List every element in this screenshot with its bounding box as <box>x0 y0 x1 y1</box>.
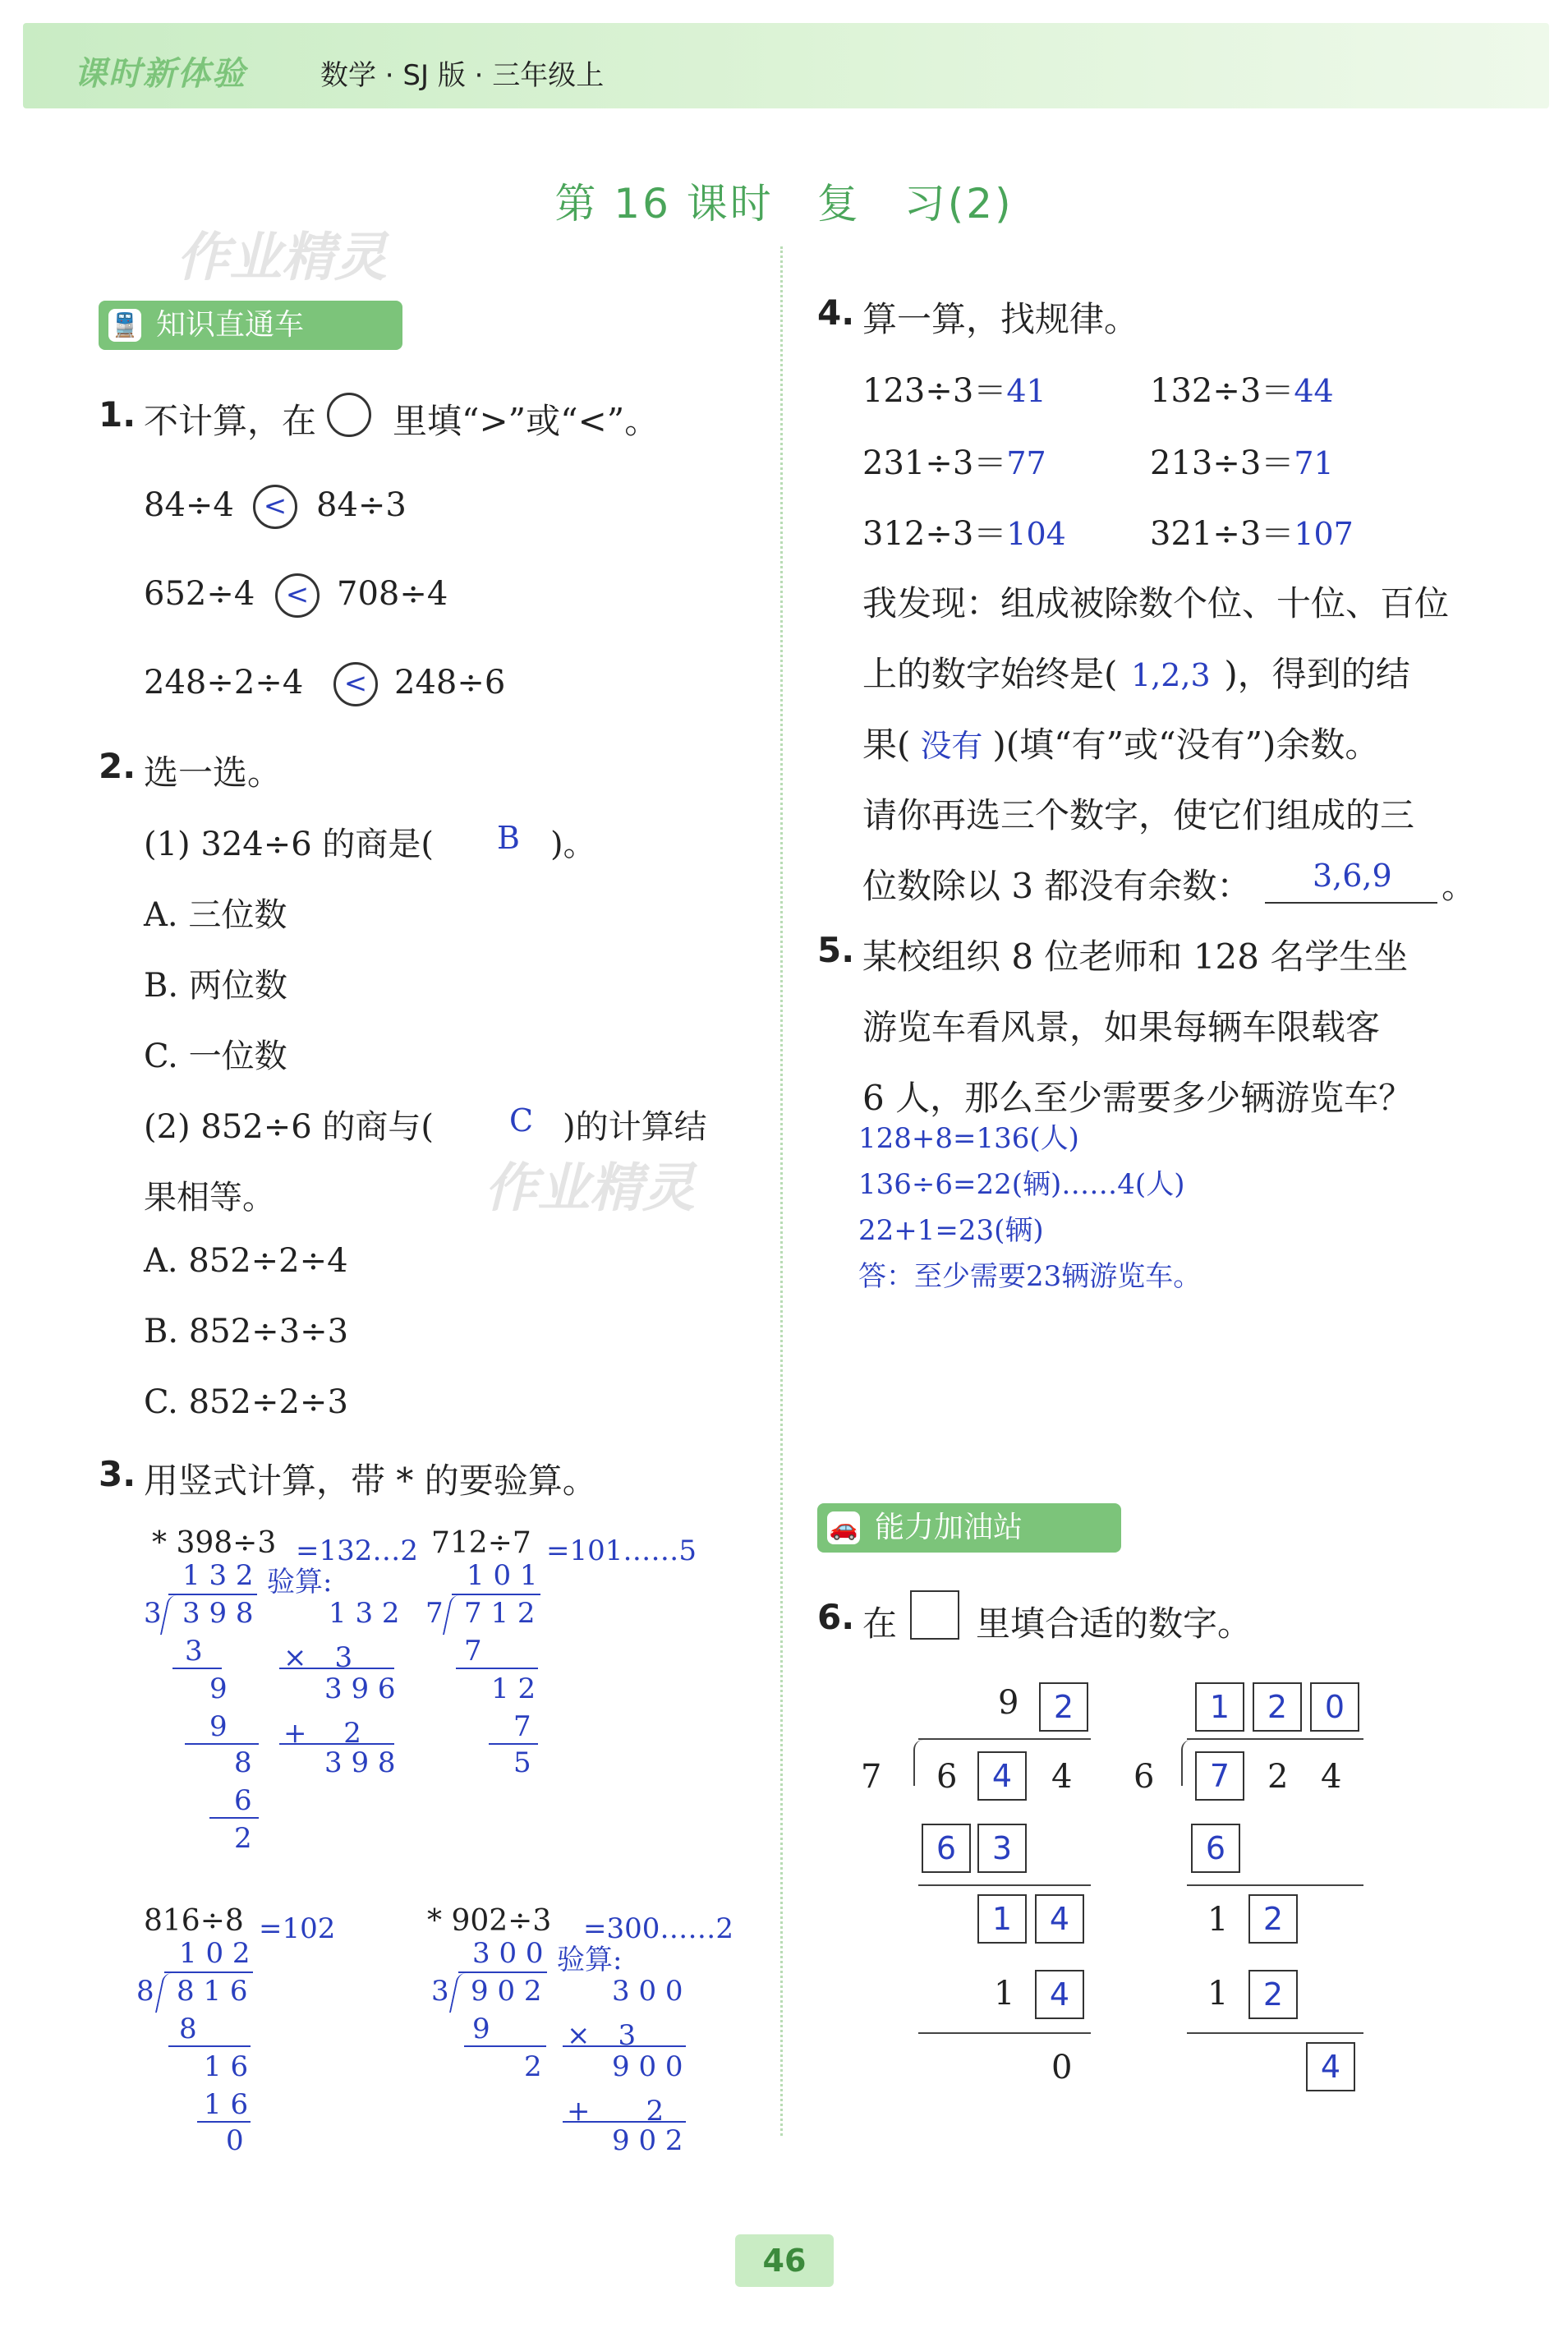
problem-text: 6 人，那么至少需要多少辆游览车？ <box>862 1078 1414 1118</box>
page-number: 46 <box>735 2234 834 2287</box>
watermark: 作业精灵 <box>177 228 387 288</box>
step: 8 <box>179 2013 197 2045</box>
division-bracket <box>155 1973 175 2013</box>
equation: 321÷3＝107 <box>1150 515 1354 553</box>
question-prompt: 里填“>”或“<”。 <box>393 401 660 441</box>
digit: 1 <box>1207 1901 1229 1939</box>
division-bar <box>164 1971 253 1973</box>
step-line <box>918 1884 1091 1886</box>
train-icon: 🚆 <box>108 309 141 342</box>
choice-answer: C <box>509 1102 534 1139</box>
division-bar <box>168 1594 257 1595</box>
question-prompt: 选一选。 <box>144 752 283 793</box>
division-bracket <box>443 1595 462 1635</box>
step-line <box>185 1743 259 1745</box>
step: 9 <box>209 1672 228 1705</box>
fill-box[interactable]: 6 <box>1191 1824 1240 1873</box>
column-divider <box>780 246 783 2136</box>
circle-placeholder <box>327 393 371 437</box>
question-number: 4. <box>817 292 855 333</box>
step-line <box>168 2045 251 2047</box>
solution-line: 128+8=136(人) <box>858 1122 1079 1155</box>
step: 0 <box>226 2124 244 2157</box>
compare-answer: < <box>333 662 378 706</box>
question-prompt: 算一算，找规律。 <box>862 299 1139 339</box>
step-line <box>172 1668 222 1669</box>
finding-text: 果( 没有 )(填“有”或“没有”)余数。 <box>862 725 1380 765</box>
finding-text: 上的数字始终是( 1,2,3 )，得到的结 <box>862 654 1410 694</box>
question-number: 2. <box>99 746 136 786</box>
fill-box[interactable]: 4 <box>1035 1970 1084 2019</box>
digit: 9 <box>998 1684 1019 1722</box>
expression-result: =102 <box>259 1912 336 1945</box>
subject-label: 数学 · SJ 版 · 三年级上 <box>320 59 605 92</box>
fill-box[interactable]: 7 <box>1195 1751 1244 1801</box>
solution-line: 答：至少需要23辆游览车。 <box>858 1260 1202 1293</box>
answer-blank <box>1265 902 1437 904</box>
choice-stem: (2) 852÷6 的商与( <box>144 1108 435 1146</box>
section-header-ability: 🚗 能力加油站 <box>817 1503 1121 1553</box>
equation: 123÷3＝41 <box>862 372 1046 410</box>
division-bar <box>452 1594 540 1595</box>
compare-answer: < <box>275 573 320 618</box>
option: B. 852÷3÷3 <box>144 1313 349 1350</box>
compare-left: 84÷4 <box>144 486 234 524</box>
question-number: 3. <box>99 1454 136 1494</box>
fill-box[interactable]: 1 <box>977 1894 1027 1944</box>
divisor: 7 <box>425 1597 444 1630</box>
check-step: 3 9 6 <box>324 1672 396 1705</box>
check-step: + 2 <box>567 2095 664 2128</box>
check-step: 9 0 2 <box>612 2124 683 2157</box>
check-step: × 3 <box>283 1641 353 1674</box>
problem-text: 某校组织 8 位老师和 128 名学生坐 <box>862 936 1409 977</box>
step: 8 <box>234 1746 252 1779</box>
step: 9 <box>472 2013 490 2045</box>
compare-left: 248÷2÷4 <box>144 664 304 702</box>
brand-logo: 课时新体验 <box>74 55 246 93</box>
option: A. 三位数 <box>144 896 287 934</box>
question-prompt: 在 <box>862 1603 898 1644</box>
division-bar <box>458 1971 547 1973</box>
expression: * 902÷3 <box>427 1904 552 1938</box>
expression-result: =132…2 <box>296 1534 419 1567</box>
digit: 6 <box>936 1758 958 1796</box>
fill-box[interactable]: 2 <box>1248 1894 1298 1944</box>
quotient: 1 3 2 <box>182 1559 254 1592</box>
solution-line: 136÷6=22(辆)……4(人) <box>858 1168 1185 1201</box>
check-label: 验算: <box>267 1566 333 1599</box>
divisor: 3 <box>431 1975 449 2008</box>
dividend: 3 9 8 <box>182 1597 254 1630</box>
choice-stem-tail: )。 <box>550 826 596 863</box>
header-banner <box>23 23 1549 108</box>
compare-right: 248÷6 <box>394 664 506 702</box>
check-line <box>279 1743 394 1745</box>
step-line <box>456 1668 538 1669</box>
step: 9 <box>209 1710 228 1743</box>
digit: 1 <box>1207 1975 1229 2013</box>
step-line <box>464 2045 546 2047</box>
step: 1 6 <box>204 2050 249 2083</box>
option: C. 852÷2÷3 <box>144 1383 348 1421</box>
step: 7 <box>464 1635 482 1668</box>
equation: 312÷3＝104 <box>862 515 1066 553</box>
check-line <box>279 1668 394 1669</box>
expression: 816÷8 <box>144 1904 244 1938</box>
question-prompt: 用竖式计算，带 * 的要验算。 <box>144 1461 597 1501</box>
digit: 1 <box>994 1975 1015 2013</box>
answer-value: 3,6,9 <box>1313 858 1392 894</box>
division-bracket <box>160 1595 180 1635</box>
choice-stem-tail: )的计算结 <box>563 1108 707 1146</box>
step: 2 <box>234 1822 252 1855</box>
expression-result: =101……5 <box>546 1534 697 1567</box>
division-bar <box>918 1738 1091 1740</box>
question-prompt: 不计算，在 <box>144 401 317 441</box>
division-bracket <box>1181 1740 1193 1786</box>
divisor: 8 <box>136 1975 154 2008</box>
finding-text: 。 <box>1442 866 1477 906</box>
compare-answer: < <box>253 485 297 529</box>
step: 5 <box>513 1746 531 1779</box>
division-bracket <box>913 1740 925 1786</box>
finding-text: 请你再选三个数字，使它们组成的三 <box>862 795 1415 835</box>
check-step: × 3 <box>567 2019 637 2052</box>
fill-box[interactable]: 4 <box>977 1751 1027 1801</box>
step: 6 <box>234 1784 252 1817</box>
compare-right: 84÷3 <box>316 486 407 524</box>
expression: * 398÷3 <box>152 1526 277 1560</box>
finding-text: 我发现：组成被除数个位、十位、百位 <box>862 583 1450 623</box>
car-icon: 🚗 <box>827 1511 860 1544</box>
solution-line: 22+1=23(辆) <box>858 1214 1044 1247</box>
question-number: 1. <box>99 394 136 435</box>
fill-box[interactable]: 2 <box>1248 1970 1298 2019</box>
step-line <box>918 2032 1091 2034</box>
fill-box[interactable]: 4 <box>1035 1894 1084 1944</box>
choice-stem: (1) 324÷6 的商是( <box>144 826 435 863</box>
quotient: 3 0 0 <box>472 1937 544 1970</box>
equation: 132÷3＝44 <box>1150 372 1334 410</box>
finding-text: 位数除以 3 都没有余数： <box>862 866 1252 906</box>
fill-box[interactable]: 2 <box>1253 1682 1302 1732</box>
digit: 4 <box>1051 1758 1073 1796</box>
compare-left: 652÷4 <box>144 575 255 613</box>
division-bar <box>1187 1738 1363 1740</box>
step: 7 <box>513 1710 531 1743</box>
step: 2 <box>524 2050 542 2083</box>
check-step: 3 0 0 <box>612 1975 683 2008</box>
digit: 6 <box>1133 1758 1155 1796</box>
expression: 712÷7 <box>431 1526 531 1560</box>
digit: 4 <box>1321 1758 1342 1796</box>
lesson-title: 第 16 课时 复 习(2) <box>554 180 1014 228</box>
check-label: 验算: <box>557 1944 623 1976</box>
dividend: 7 1 2 <box>464 1597 536 1630</box>
fill-box[interactable]: 2 <box>1039 1682 1088 1732</box>
equation: 231÷3＝77 <box>862 444 1046 482</box>
section-header-knowledge: 🚆 知识直通车 <box>99 301 402 350</box>
check-line <box>563 2121 686 2123</box>
compare-right: 708÷4 <box>337 575 448 613</box>
fill-box[interactable]: 6 <box>922 1824 971 1873</box>
watermark: 作业精灵 <box>485 1158 695 1219</box>
fill-box[interactable]: 3 <box>977 1824 1027 1873</box>
quotient: 1 0 1 <box>467 1559 538 1592</box>
step-line <box>489 1743 538 1745</box>
option: C. 一位数 <box>144 1037 287 1075</box>
dividend: 9 0 2 <box>471 1975 542 2008</box>
option: B. 两位数 <box>144 967 287 1005</box>
question-number: 6. <box>817 1597 855 1637</box>
divisor: 3 <box>144 1597 162 1630</box>
step: 1 2 <box>491 1672 536 1705</box>
equation: 213÷3＝71 <box>1150 444 1334 482</box>
check-line <box>563 2045 686 2047</box>
choice-answer: B <box>497 820 520 856</box>
fill-box[interactable]: 0 <box>1310 1682 1359 1732</box>
box-placeholder <box>910 1590 959 1640</box>
fill-box[interactable]: 4 <box>1306 2042 1355 2091</box>
problem-text: 游览车看风景，如果每辆车限载客 <box>862 1007 1381 1047</box>
question-number: 5. <box>817 930 855 970</box>
dividend: 8 1 6 <box>177 1975 248 2008</box>
check-step: 3 9 8 <box>324 1746 396 1779</box>
quotient: 1 0 2 <box>179 1937 251 1970</box>
digit: 7 <box>861 1758 882 1796</box>
check-step: + 2 <box>283 1717 361 1750</box>
step-line <box>1187 1884 1363 1886</box>
division-bracket <box>449 1973 469 2013</box>
digit: 0 <box>1051 2049 1073 2086</box>
step: 3 <box>185 1635 203 1668</box>
check-step: 1 3 2 <box>329 1597 400 1630</box>
check-step: 9 0 0 <box>612 2050 683 2083</box>
choice-stem-line2: 果相等。 <box>144 1179 275 1217</box>
step-line <box>209 1817 259 1819</box>
step: 1 6 <box>204 2088 249 2121</box>
fill-box[interactable]: 1 <box>1195 1682 1244 1732</box>
question-prompt: 里填合适的数字。 <box>976 1603 1253 1644</box>
option: A. 852÷2÷4 <box>144 1242 348 1280</box>
step-line <box>197 2121 251 2123</box>
digit: 2 <box>1267 1758 1289 1796</box>
expression-result: =300……2 <box>583 1912 734 1945</box>
step-line <box>1187 2032 1363 2034</box>
